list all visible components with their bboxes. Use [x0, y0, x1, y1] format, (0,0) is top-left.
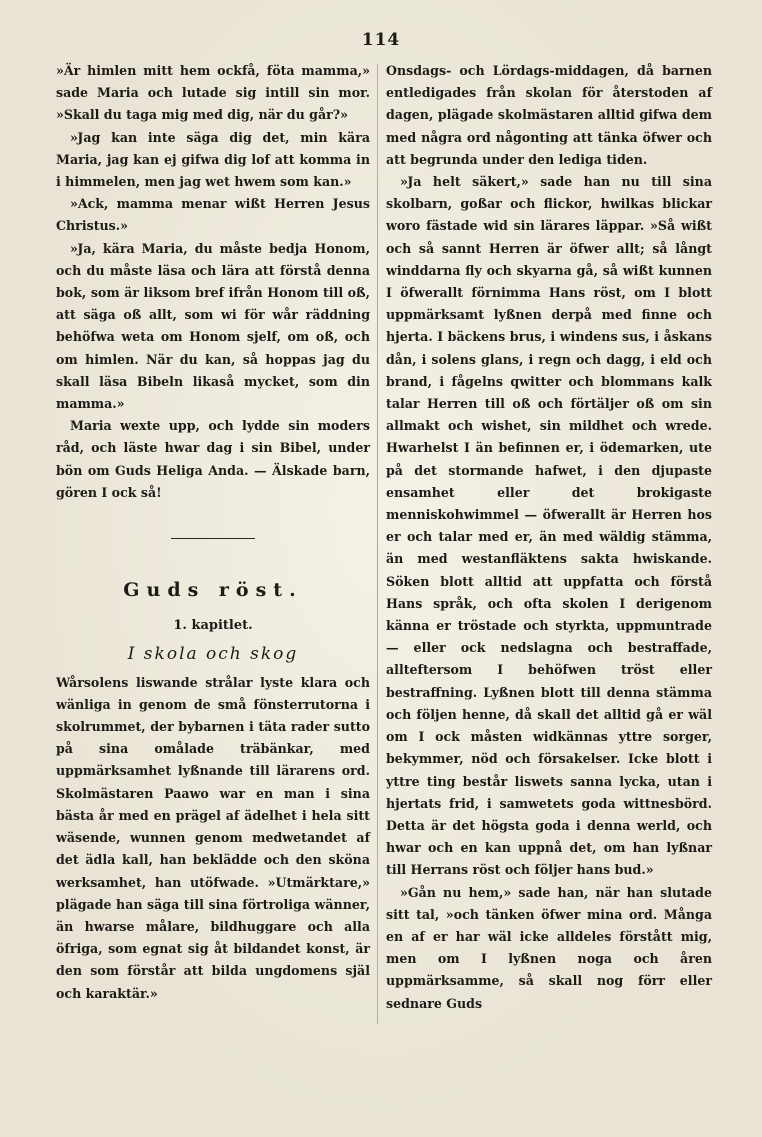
section-divider [171, 538, 255, 539]
column-divider [377, 64, 378, 1024]
left-paragraph-6: Wårsolens liswande strålar lyste klara och wänliga in genom de små fönsterrutorna i skolrummet, der bybarnen i täta rader sutto på sina omålade träbänkar, med uppmärksamhet lyßnande till lärarens ord. Skolmästaren Paawo war en man i sina bästa år med en prägel af ädelhet i hela sitt wäsende, wunnen genom medwetandet af det ädla kall, han beklädde och den sköna werksamhet, han utöfwade. »Utmärktare,» plägade han säga till sina förtroliga wänner, än hwarse målare, bildhuggare och alla öfriga, som egnat sig åt bildandet konst, är den som förstår att bilda ungdomens själ och karaktär.» [56, 674, 370, 1001]
right-paragraph-2: »Ja helt säkert,» sade han nu till sina skolbarn, goßar och flickor, hwilkas blickar woro fästade wid sin lärares läppar. »Så wißt och så sannt Herren är öfwer allt; så långt winddarna fly och skyarna gå, så wißt kunnen I öfwerallt förnimma Hans röst, om I blott uppmärksamt lyßnen derpå med finne och hjerta. I bäckens brus, i windens sus, i åskans dån, i solens glans, i regn och dagg, i eld och brand, i fågelns qwitter och blommans kalk talar Herren till oß och förtäljer oß om sin allmakt och wishet, sin mildhet och wrede. Hwarhelst I än befinnen er, i ödemarken, ute på det stormande hafwet, i den djupaste ensamhet eller det brokigaste menniskohwimmel — öfwerallt är Herren hos er och talar med er, än med wäldig stämma, än med westanfläktens sakta hwiskande. Söken blott alltid att uppfatta och förstå Hans språk, och ofta skolen I derigenom känna er tröstade och styrkta, uppmuntrade — eller ock nedslagna och bestraffade, allteftersom I behöfwen tröst eller bestraffning. Lyßnen blott till denna stämma och följen henne, då skall det alltid gå er wäl om I ock måsten widkännas yttre sorger, bekymmer, nöd och försakelser. Icke blott i yttre ting består liswets sanna lycka, utan i hjertats frid, i samwetets goda wittnesbörd. Detta är det högsta goda i denna werld, och hwar och en kan uppnå det, om han lyßnar till Herrans röst och följer hans bud.» [386, 174, 712, 878]
left-paragraph-5: Maria wexte upp, och lydde sin moders råd, och läste hwar dag i sin Bibel, under bön om Guds Heliga Anda. — Älskade barn, gören I ock så! [56, 418, 370, 500]
right-paragraph-1: Onsdags- och Lördags-middagen, då barnen entledigades från skolan för återstoden af dagen, plägade skolmästaren alltid gifwa dem med några ord någonting att tänka öfwer och att begrunda under den lediga tiden. [386, 63, 712, 167]
chapter-subtitle: I skola och skog [127, 644, 299, 665]
left-paragraph-3: »Ack, mamma menar wißt Herren Jesus Christus.» [56, 196, 370, 234]
left-column [56, 60, 370, 1005]
page-number: 114 [361, 30, 401, 50]
left-paragraph-1: »Är himlen mitt hem ockfå, föta mamma,» sade Maria och lutade sig intill sin mor. »Skall du taga mig med dig, när du går?» [56, 63, 370, 123]
section-title: Guds röst. [123, 579, 303, 602]
chapter-label: 1. kapitlet. [173, 618, 253, 634]
right-column [386, 60, 712, 1015]
right-paragraph-3: »Gån nu hem,» sade han, när han slutade sitt tal, »och tänken öfwer mina ord. Många en af er har wäl icke alldeles förstått mig, men om I lyßnen noga och åren uppmärksamme, så skall nog förr eller sednare Guds [386, 884, 712, 1011]
left-paragraph-2: »Jag kan inte säga dig det, min kära Maria, jag kan ej gifwa dig lof att komma in i himmelen, men jag wet hwem som kan.» [56, 129, 370, 190]
left-paragraph-4: »Ja, kära Maria, du måste bedja Honom, och du måste läsa och lära att förstå denna bok, som är liksom bref ifrån Honom till oß, att säga oß allt, som wi för wår räddning behöfwa weta om Honom sjelf, om oß, och om himlen. När du kan, så hoppas jag du skall läsa Bibeln likaså mycket, som din mamma.» [56, 240, 370, 412]
